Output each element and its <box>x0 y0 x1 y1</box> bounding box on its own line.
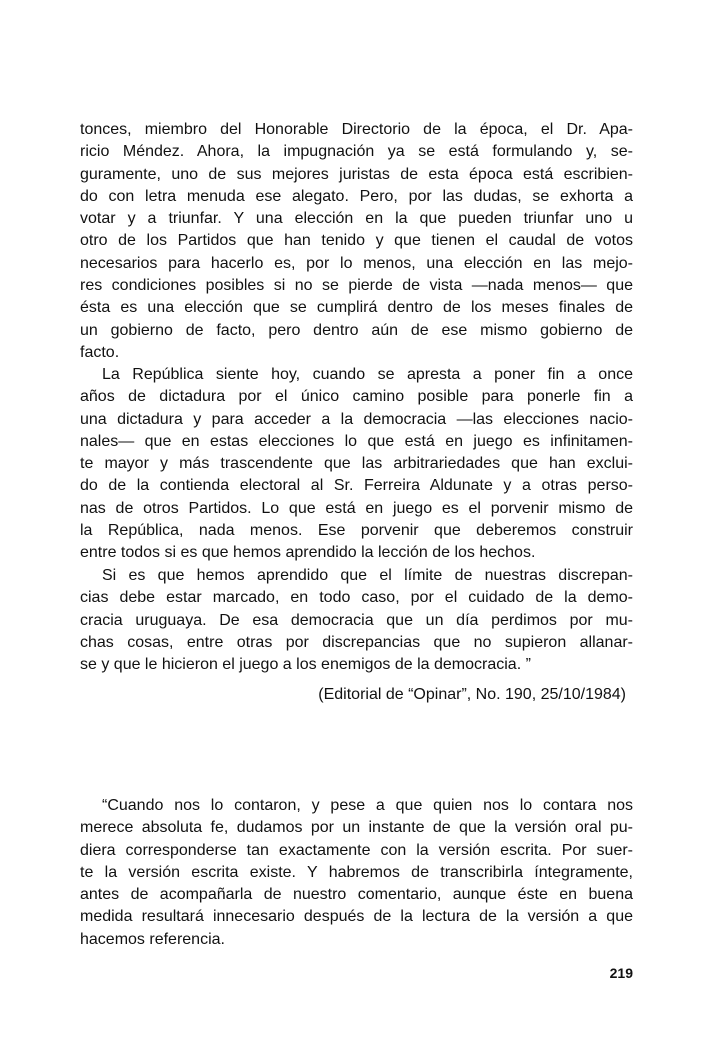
text-line: años de dictadura por el único camino posible para ponerle fin a <box>80 388 633 406</box>
paragraph-3 <box>80 565 633 676</box>
text-line: antes de acompañarla de nuestro comentario, aunque éste en buena <box>80 886 633 904</box>
text-line: te la versión escrita existe. Y habremos de transcribirla íntegramente, <box>80 863 633 881</box>
text-line: “Cuando nos lo contaron, y pese a que quien nos lo contara nos <box>102 797 633 814</box>
text-line: La República siente hoy, cuando se apresta a poner fin a once <box>102 366 633 383</box>
text-line: nas de otros Partidos. Lo que está en juego es el porvenir mismo de <box>80 499 633 517</box>
text-line: hacemos referencia. <box>80 930 225 948</box>
text-line: una dictadura y para acceder a la democracia —las elecciones nacio- <box>80 410 633 428</box>
text-line: medida resultará innecesario después de la lectura de la versión a que <box>80 908 633 926</box>
text-line: votar y a triunfar. Y una elección en la que pueden triunfar uno u <box>80 210 633 228</box>
text-line: facto. <box>80 343 120 361</box>
text-line: do de la contienda electoral al Sr. Ferreira Aldunate y a otras perso- <box>80 477 633 495</box>
text-line: Si es que hemos aprendido que el límite de nuestras discrepan- <box>102 567 633 584</box>
text-line: res condiciones posibles si no se pierde de vista —nada menos— que <box>80 277 633 295</box>
text-line: guramente, uno de sus mejores juristas de esta época está escribien- <box>80 165 633 183</box>
text-line: ricio Méndez. Ahora, la impugnación ya se está formulando y, se- <box>80 143 633 161</box>
text-line: diera corresponderse tan exactamente con la versión escrita. Por suer- <box>80 841 633 859</box>
text-line: do con letra menuda ese alegato. Pero, por las dudas, se exhorta a <box>80 187 633 205</box>
text-line: cias debe estar marcado, en todo caso, por el cuidado de la demo- <box>80 589 633 607</box>
text-line: cracia uruguaya. De esa democracia que un día perdimos por mu- <box>80 611 633 629</box>
quote-paragraph <box>80 795 633 951</box>
text-line: necesarios para hacerlo es, por lo menos, una elección en las mejo- <box>80 254 633 272</box>
text-line: la República, nada menos. Ese porvenir que deberemos construir <box>80 522 633 540</box>
text-line: merece absoluta fe, dudamos por un instante de que la versión oral pu- <box>80 819 633 837</box>
text-line: te mayor y más trascendente que las arbitrariedades que han exclui- <box>80 455 633 473</box>
text-line: otro de los Partidos que han tenido y que tienen el caudal de votos <box>80 232 633 250</box>
citation: (Editorial de “Opinar”, No. 190, 25/10/1984) <box>318 686 626 703</box>
page-number: 219 <box>609 965 633 981</box>
text-line: entre todos si es que hemos aprendido la lección de los hechos. <box>80 544 536 562</box>
text-line: un gobierno de facto, pero dentro aún de ese mismo gobierno de <box>80 321 633 339</box>
paragraph-2 <box>80 364 633 565</box>
text-line: chas cosas, entre otras por discrepancias que no supieron allanar- <box>80 633 633 651</box>
paragraph-1 <box>80 119 633 364</box>
text-line: se y que le hicieron el juego a los enemigos de la democracia. ” <box>80 656 531 674</box>
text-line: nales— que en estas elecciones lo que está en juego es infinitamen- <box>80 432 633 450</box>
text-line: tonces, miembro del Honorable Directorio de la época, el Dr. Apa- <box>80 121 633 138</box>
text-line: ésta es una elección que se cumplirá dentro de los meses finales de <box>80 299 633 317</box>
